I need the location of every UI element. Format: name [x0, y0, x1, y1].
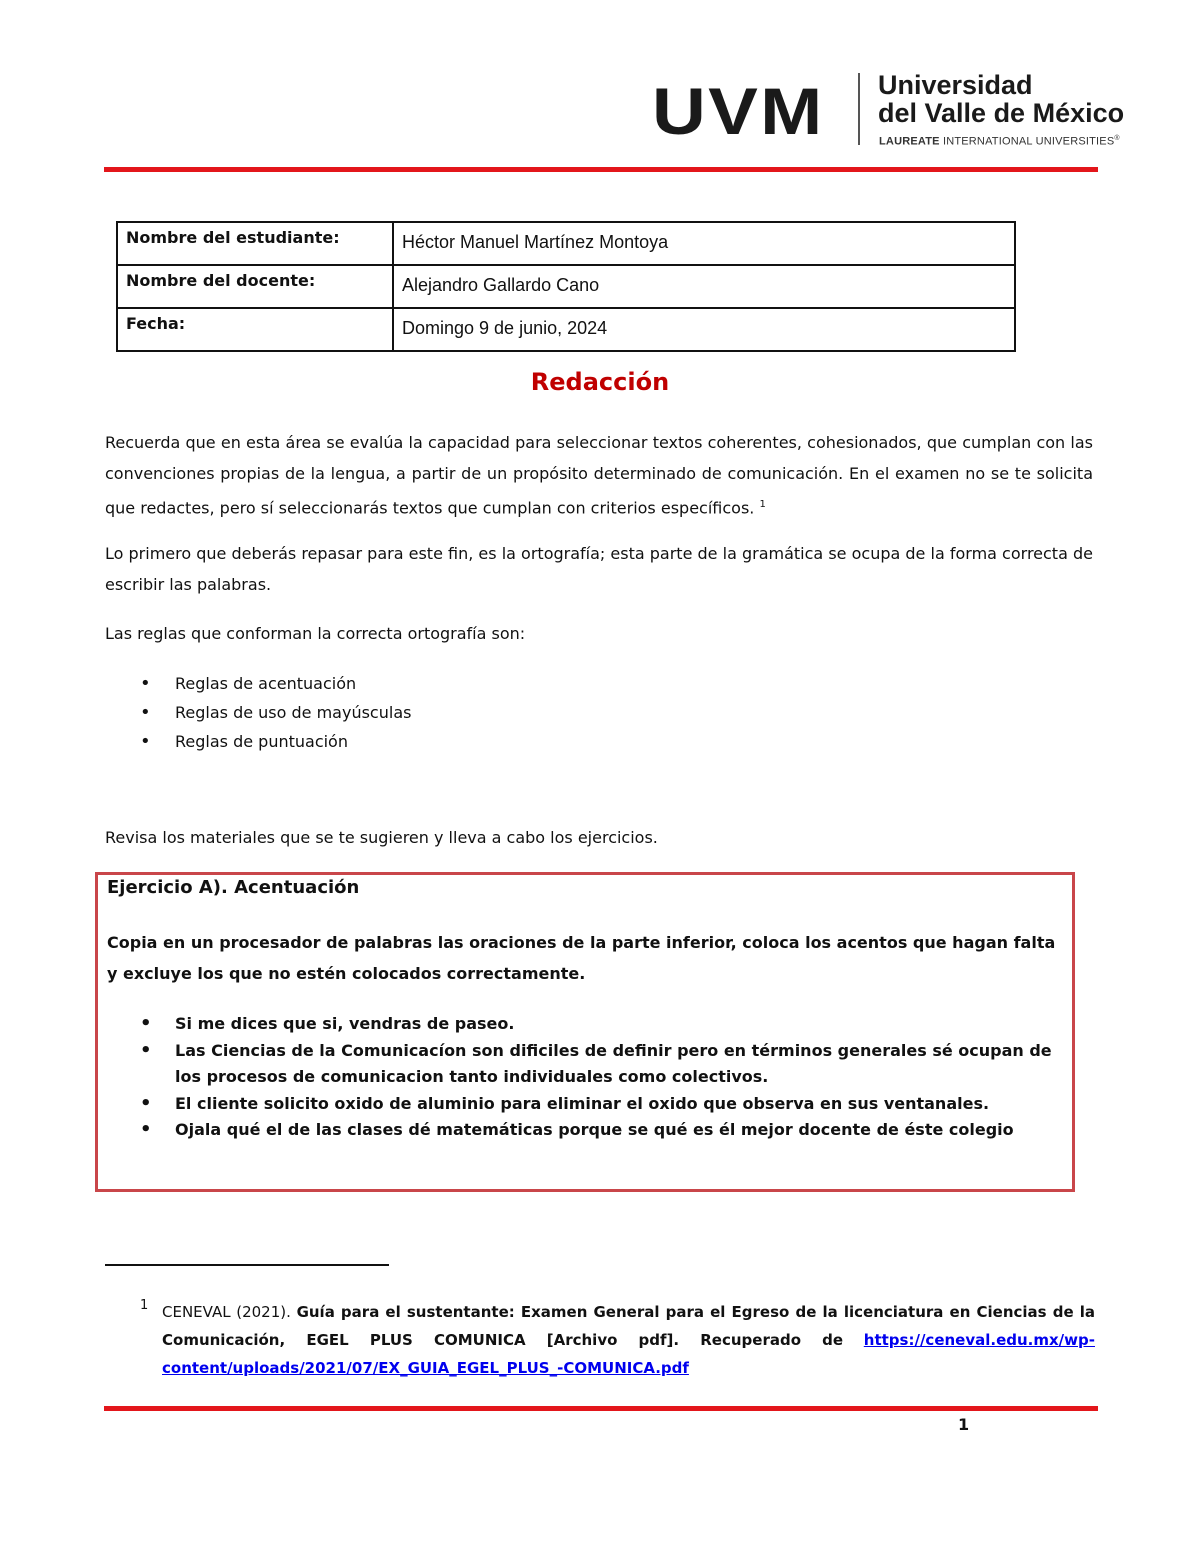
table-row	[117, 308, 1015, 351]
exercise-title: Ejercicio A). Acentuación	[107, 877, 360, 898]
footnote	[140, 1298, 1095, 1382]
list-item: • Reglas de puntuación	[140, 727, 411, 756]
rules-list	[140, 669, 411, 756]
footnote-citation: CENEVAL (2021).	[162, 1303, 291, 1321]
student-value: Héctor Manuel Martínez Montoya	[393, 222, 1015, 265]
laureate-network-label: LAUREATE INTERNATIONAL UNIVERSITIES®	[879, 135, 1120, 148]
list-item: • Reglas de acentuación	[140, 669, 411, 698]
laureate-rest: INTERNATIONAL UNIVERSITIES	[942, 135, 1115, 148]
footnote-ref[interactable]: 1	[759, 499, 766, 510]
list-item: • Si me dices que si, vendras de paseo.	[140, 1011, 1070, 1038]
footnote-number: 1	[140, 1298, 149, 1313]
date-label: Fecha:	[117, 308, 393, 351]
laureate-bold: LAUREATE	[879, 135, 940, 148]
intro-paragraph-1	[105, 427, 1093, 523]
university-name-line1: Universidad	[878, 70, 1033, 100]
list-item: • Ojala qué el de las clases dé matemáticas porque se qué es él mejor docente de éste colegio	[140, 1117, 1070, 1144]
student-info-table	[116, 221, 1016, 352]
exercise-sentences	[140, 1011, 1070, 1144]
list-item: • Reglas de uso de mayúsculas	[140, 698, 411, 727]
date-value: Domingo 9 de junio, 2024	[393, 308, 1015, 351]
teacher-label: Nombre del docente:	[117, 265, 393, 308]
intro-paragraph-3: Las reglas que conforman la correcta ortografía son:	[105, 624, 526, 643]
student-label: Nombre del estudiante:	[117, 222, 393, 265]
exercise-instructions: Copia en un procesador de palabras las oraciones de la parte inferior, coloca los acentos que hagan falta y excluye los que no estén colocados correctamente.	[107, 933, 1056, 983]
page-number: 1	[958, 1415, 970, 1434]
header-rule	[104, 167, 1098, 172]
list-item: • El cliente solicito oxido de aluminio para eliminar el oxido que observa en sus ventanales.	[140, 1091, 1070, 1118]
university-name-line2: del Valle de México	[878, 98, 1125, 128]
intro-paragraph-4: Revisa los materiales que se te sugieren y lleva a cabo los ejercicios.	[105, 828, 658, 847]
footer-rule	[104, 1406, 1098, 1411]
footnote-link[interactable]: https://ceneval.edu.mx/wp-content/uploads/2021/07/EX_GUIA_EGEL_PLUS_-COMUNICA.pdf	[162, 1331, 1095, 1377]
teacher-value: Alejandro Gallardo Cano	[393, 265, 1015, 308]
intro-paragraph-2: Lo primero que deberás repasar para este fin, es la ortografía; esta parte de la gramática se ocupa de la forma correcta de escribir las palabras.	[105, 544, 1093, 594]
table-row	[117, 222, 1015, 265]
intro-paragraph-1-text: Recuerda que en esta área se evalúa la capacidad para seleccionar textos coherentes, cohesionados, que cumplan con las convenciones propias de la lengua, a partir de un propósito determinado de comunicación. En el examen no se te solicita que redactes, pero sí seleccionarás textos que cumplan con criterios específicos.	[105, 433, 1093, 518]
table-row	[117, 265, 1015, 308]
logo-divider	[858, 73, 860, 145]
footnote-separator	[105, 1264, 389, 1266]
list-item: • Las Ciencias de la Comunicacíon son dificiles de definir pero en términos generales sé ocupan de los procesos de comunicacion tanto individuales como colectivos.	[140, 1038, 1070, 1091]
uvm-logo-mark: UVM	[652, 74, 825, 148]
footnote-title: Guía para el sustentante: Examen General para el Egreso de la licenciatura en Ciencias de la Comunicación, EGEL PLUS COMUNICA [Archivo pdf]. Recuperado de	[162, 1303, 1095, 1349]
page-title: Redacción	[530, 368, 670, 396]
